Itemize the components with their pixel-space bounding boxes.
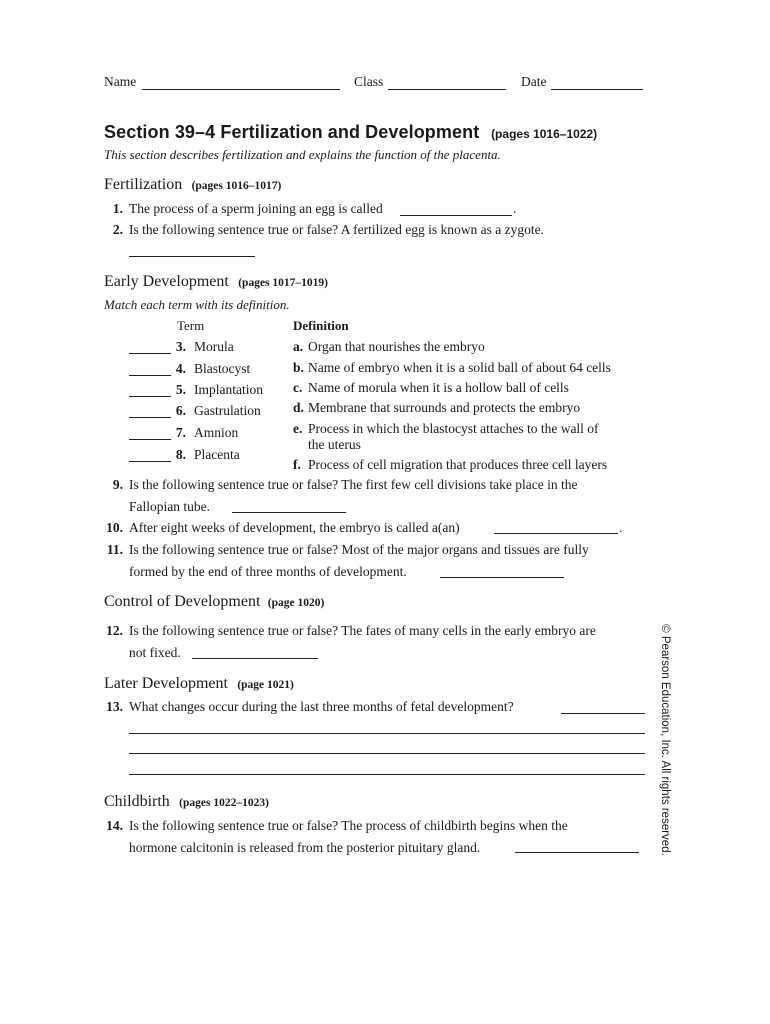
page-title bbox=[104, 122, 597, 143]
q13-answer-line-3[interactable] bbox=[129, 753, 645, 754]
control-development-heading bbox=[104, 593, 324, 611]
q9-answer-line[interactable] bbox=[232, 512, 346, 513]
term-4-text: Blastocyst bbox=[194, 361, 251, 376]
q13-text: What changes occur during the last three months of fetal development? bbox=[129, 699, 514, 714]
early-development-pages: (pages 1017–1019) bbox=[238, 277, 328, 289]
fertilization-pages: (pages 1016–1017) bbox=[191, 180, 282, 192]
q2-number: 2. bbox=[112, 222, 123, 237]
term-7-text: Amnion bbox=[194, 425, 239, 440]
q12-text-line1: Is the following sentence true or false? The fates of many cells in the early embryo are bbox=[129, 623, 596, 638]
q11-number: 11. bbox=[106, 542, 123, 557]
section-pages: (pages 1016–1022) bbox=[491, 127, 598, 141]
q12-number: 12. bbox=[106, 623, 123, 638]
term-7-number: 7. bbox=[175, 425, 186, 440]
q13-answer-line-2[interactable] bbox=[129, 733, 645, 734]
def-f-text: Process of cell migration that produces three cell layers bbox=[308, 457, 608, 472]
early-development-heading bbox=[104, 273, 328, 291]
term-6-number: 6. bbox=[175, 403, 186, 418]
name-label: Name bbox=[104, 74, 137, 89]
q11-text-line2: formed by the end of three months of development. bbox=[129, 564, 407, 579]
q9-text-line2: Fallopian tube. bbox=[129, 499, 210, 514]
definition-column-header: Definition bbox=[293, 318, 349, 333]
q14-text-line2: hormone calcitonin is released from the posterior pituitary gland. bbox=[129, 840, 481, 855]
def-a-text: Organ that nourishes the embryo bbox=[308, 339, 485, 354]
childbirth-heading bbox=[104, 793, 269, 811]
q9-number: 9. bbox=[112, 477, 123, 492]
class-field[interactable] bbox=[388, 89, 506, 90]
class-label: Class bbox=[354, 74, 384, 89]
q1-period: . bbox=[513, 201, 517, 216]
later-development-heading bbox=[104, 675, 294, 693]
q14-answer-line[interactable] bbox=[515, 852, 639, 853]
early-development-title: Early Development bbox=[104, 273, 229, 290]
q14-number: 14. bbox=[106, 818, 123, 833]
control-development-title: Control of Development bbox=[104, 593, 261, 610]
def-d-letter: d. bbox=[293, 400, 304, 415]
def-d-text: Membrane that surrounds and protects the embryo bbox=[308, 400, 581, 415]
def-b-letter: b. bbox=[293, 360, 304, 375]
term-3-number: 3. bbox=[175, 339, 186, 354]
def-f-letter: f. bbox=[293, 457, 301, 472]
def-e-letter: e. bbox=[293, 421, 303, 436]
childbirth-pages: (pages 1022–1023) bbox=[179, 797, 269, 809]
def-a-letter: a. bbox=[293, 339, 304, 354]
section-intro: This section describes fertilization and explains the function of the placenta. bbox=[104, 147, 501, 162]
q1-text: The process of a sperm joining an egg is called bbox=[129, 201, 383, 216]
term-3-text: Morula bbox=[194, 339, 234, 354]
q1-answer-line[interactable] bbox=[400, 215, 512, 216]
later-development-title: Later Development bbox=[104, 675, 228, 692]
term-5-number: 5. bbox=[175, 382, 186, 397]
q10-text: After eight weeks of development, the embryo is called a(an) bbox=[129, 520, 460, 535]
def-e-text-line2: the uterus bbox=[308, 437, 361, 452]
q12-text-line2: not fixed. bbox=[129, 645, 181, 660]
q10-period: . bbox=[619, 520, 623, 535]
childbirth-title: Childbirth bbox=[104, 793, 170, 810]
date-label: Date bbox=[521, 74, 547, 89]
date-field[interactable] bbox=[551, 89, 643, 90]
q2-text: Is the following sentence true or false? A fertilized egg is known as a zygote. bbox=[129, 222, 544, 237]
q12-answer-line[interactable] bbox=[192, 658, 318, 659]
term-8-number: 8. bbox=[175, 447, 186, 462]
term-4-number: 4. bbox=[175, 361, 186, 376]
def-b-text: Name of embryo when it is a solid ball of about 64 cells bbox=[308, 360, 611, 375]
q9-text-line1: Is the following sentence true or false? The first few cell divisions take place in the bbox=[129, 477, 578, 492]
q10-answer-line[interactable] bbox=[494, 533, 618, 534]
q11-answer-line[interactable] bbox=[440, 577, 564, 578]
fertilization-title: Fertilization bbox=[104, 176, 183, 193]
q10-number: 10. bbox=[106, 520, 123, 535]
control-development-pages: (page 1020) bbox=[267, 597, 325, 609]
def-c-text: Name of morula when it is a hollow ball of cells bbox=[308, 380, 569, 395]
section-title: Section 39–4 Fertilization and Development bbox=[104, 122, 480, 142]
q13-answer-line-1[interactable] bbox=[561, 713, 645, 714]
q1-number: 1. bbox=[112, 201, 123, 216]
later-development-pages: (page 1021) bbox=[237, 679, 294, 691]
fertilization-heading bbox=[104, 176, 281, 194]
copyright-notice: © Pearson Education, Inc. All rights reserved. bbox=[659, 624, 671, 856]
def-c-letter: c. bbox=[293, 380, 303, 395]
match-instruction: Match each term with its definition. bbox=[104, 297, 290, 312]
def-e-text-line1: Process in which the blastocyst attaches to the wall of bbox=[308, 421, 599, 436]
q2-answer-line[interactable] bbox=[129, 256, 255, 257]
term-8-text: Placenta bbox=[194, 447, 240, 462]
term-6-text: Gastrulation bbox=[194, 403, 261, 418]
term-5-text: Implantation bbox=[194, 382, 263, 397]
q13-number: 13. bbox=[106, 699, 123, 714]
q11-text-line1: Is the following sentence true or false? Most of the major organs and tissues are fully bbox=[129, 542, 589, 557]
term-column-header: Term bbox=[177, 318, 205, 333]
name-field[interactable] bbox=[142, 89, 340, 90]
q14-text-line1: Is the following sentence true or false? The process of childbirth begins when the bbox=[129, 818, 568, 833]
q13-answer-line-4[interactable] bbox=[129, 774, 645, 775]
